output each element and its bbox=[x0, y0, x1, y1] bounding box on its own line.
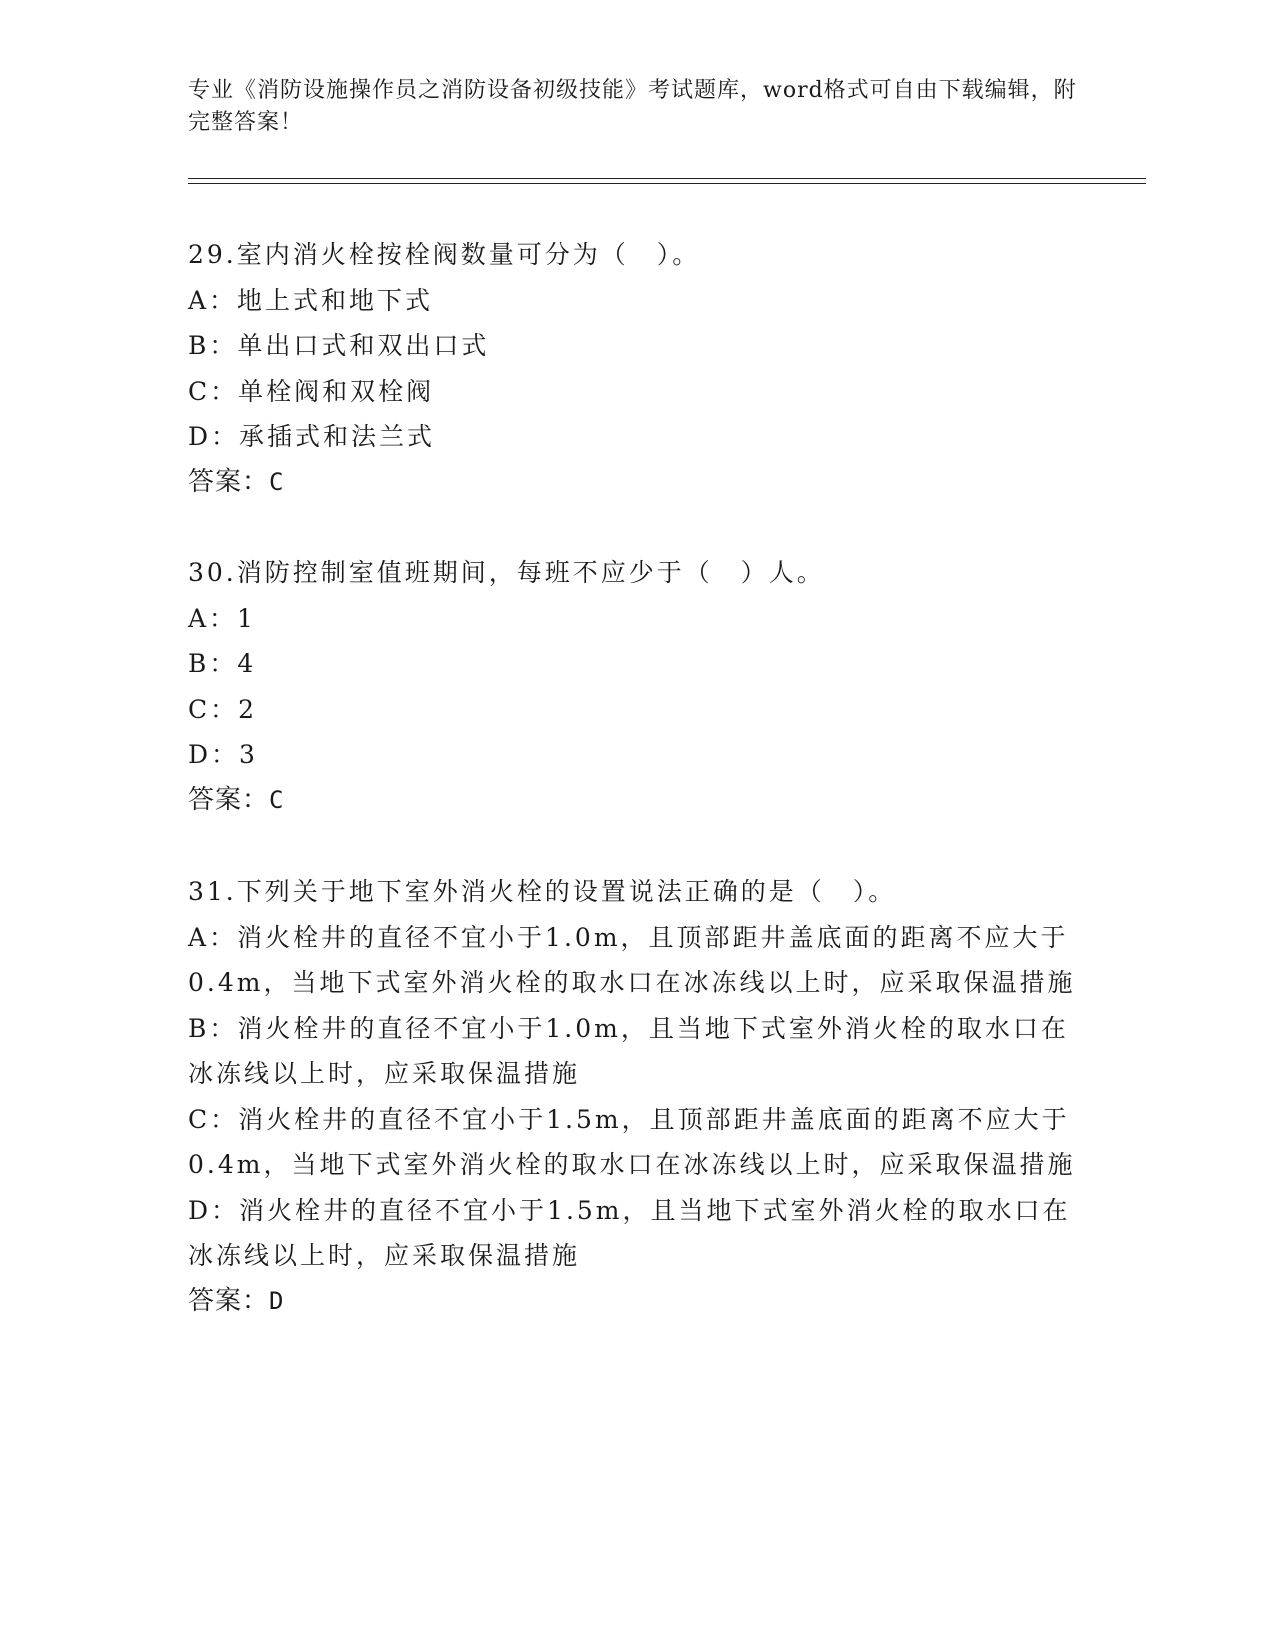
answer-value: C bbox=[269, 785, 285, 814]
question-stem: 30.消防控制室值班期间，每班不应少于（ ）人。 bbox=[188, 558, 825, 587]
option-c: C：2 bbox=[188, 694, 258, 724]
question-stem: 31.下列关于地下室外消火栓的设置说法正确的是（ ）。 bbox=[188, 877, 897, 906]
question-29 bbox=[188, 232, 1088, 505]
option-d: D：3 bbox=[188, 740, 258, 769]
document-header: 专业《消防设施操作员之消防设备初级技能》考试题库，word格式可自由下载编辑，附完整答案！ bbox=[188, 78, 1077, 135]
question-31 bbox=[188, 869, 1080, 1324]
answer bbox=[188, 460, 1088, 506]
option-a: A：1 bbox=[188, 603, 256, 633]
question-stem: 29.室内消火栓按栓阀数量可分为（ ）。 bbox=[188, 240, 701, 269]
header-divider-bottom bbox=[188, 183, 1146, 184]
answer-value: C bbox=[269, 467, 285, 496]
option-b: B：消火栓井的直径不宜小于1.0m，且当地下式室外消火栓的取水口在冰冻线以上时，应采取保温措施 bbox=[188, 1013, 1069, 1088]
answer-value: D bbox=[269, 1286, 285, 1315]
option-b: B：4 bbox=[188, 649, 257, 678]
option-d: D：消火栓井的直径不宜小于1.5m，且当地下式室外消火栓的取水口在冰冻线以上时，应采取保温措施 bbox=[188, 1195, 1071, 1270]
option-c: C：消火栓井的直径不宜小于1.5m，且顶部距井盖底面的距离不应大于0.4m，当地下式室外消火栓的取水口在冰冻线以上时，应采取保温措施 bbox=[188, 1104, 1076, 1179]
answer bbox=[188, 778, 1088, 824]
answer-label: 答案： bbox=[188, 1285, 270, 1316]
option-d: D：承插式和法兰式 bbox=[188, 422, 436, 451]
option-a: A：消火栓井的直径不宜小于1.0m，且顶部距井盖底面的距离不应大于0.4m，当地下式室外消火栓的取水口在冰冻线以上时，应采取保温措施 bbox=[188, 922, 1076, 997]
question-30 bbox=[188, 550, 1088, 823]
option-c: C：单栓阀和双栓阀 bbox=[188, 376, 435, 406]
header-divider-top bbox=[188, 178, 1146, 179]
answer-label: 答案： bbox=[188, 784, 270, 815]
answer-label: 答案： bbox=[188, 466, 270, 497]
answer bbox=[188, 1279, 1080, 1325]
option-a: A：地上式和地下式 bbox=[188, 285, 434, 315]
option-b: B：单出口式和双出口式 bbox=[188, 331, 490, 360]
